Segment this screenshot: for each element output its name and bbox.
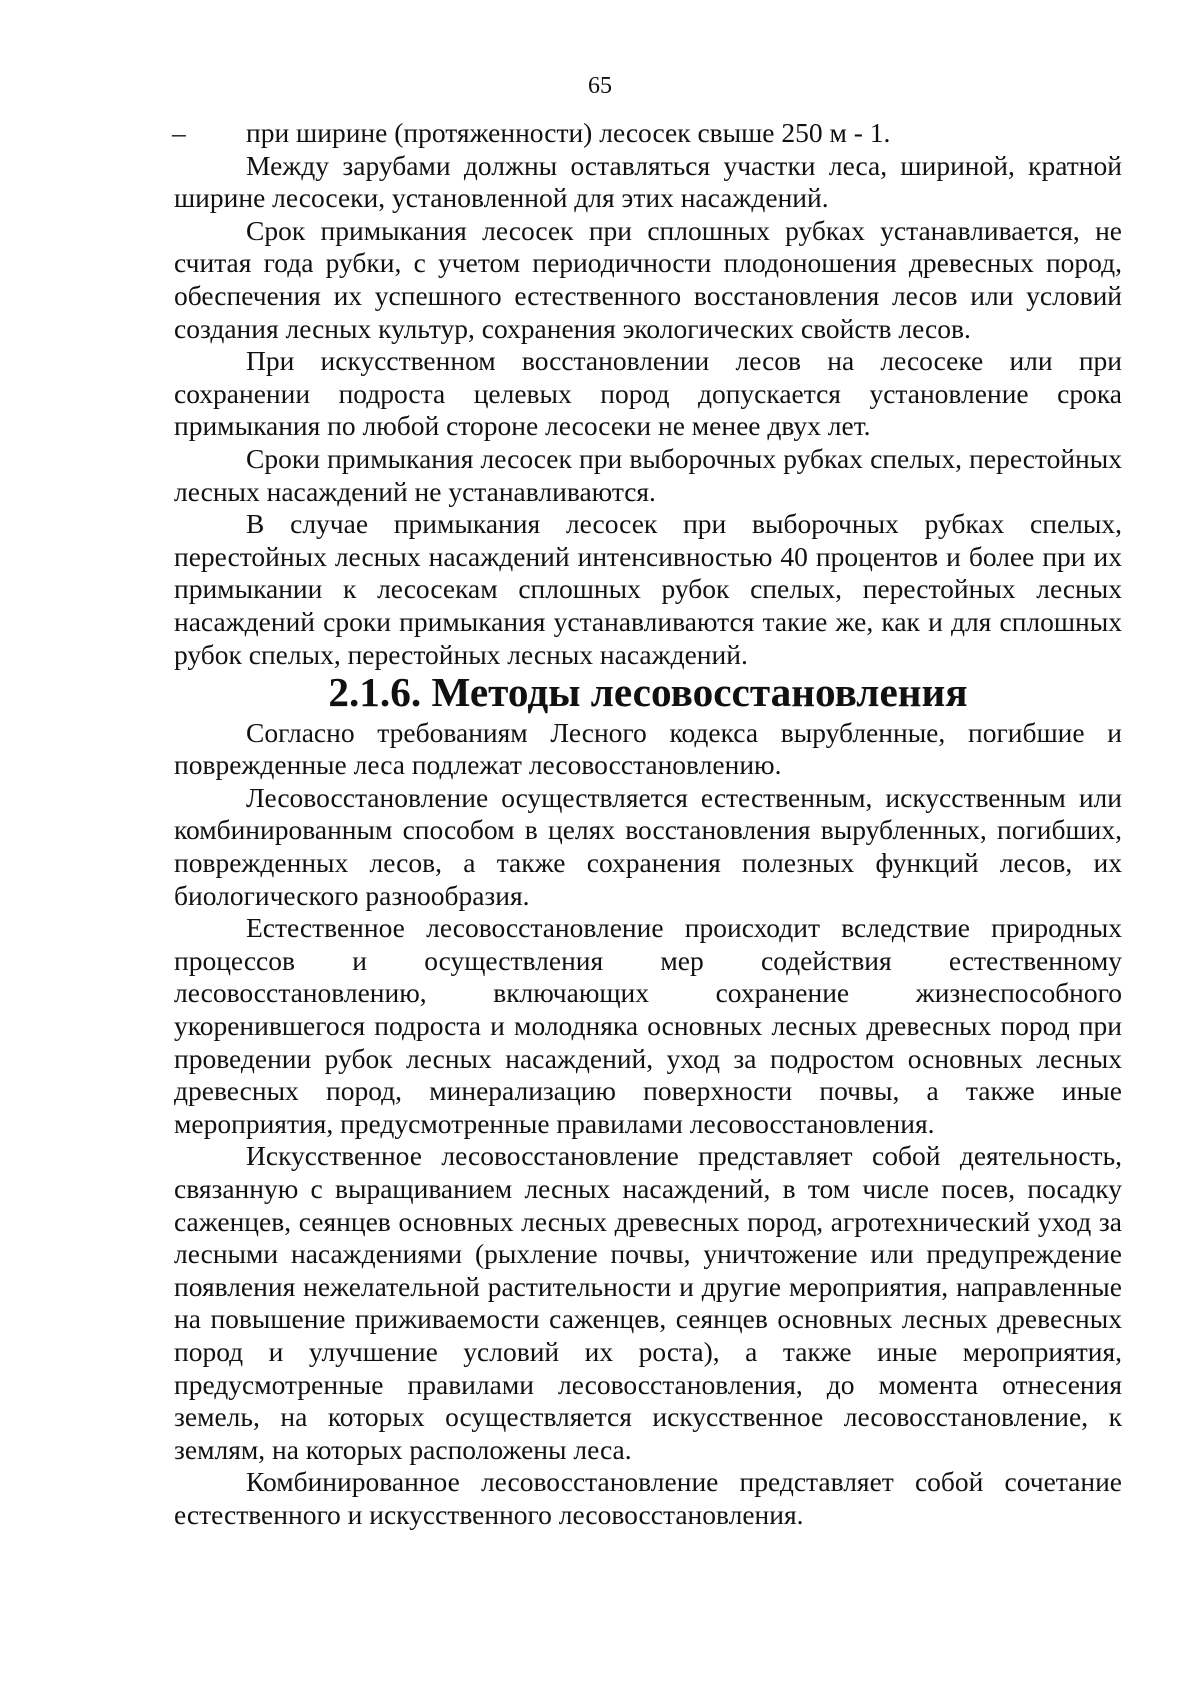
paragraph-natural-restoration: Естественное лесовосстановление происходит вследствие природных процессов и осуществления мер содействия естественному лесовосстановлению, включающих сохранение жизнеспособного укоренившегося подроста и молодняка основных лесных древесных пород при проведении рубок лесных насаждений, уход за подростом основных лесных древесных пород, минерализацию поверхности почвы, а также иные мероприятия, предусмотренные правилами лесовосстановления.	[174, 912, 1122, 1139]
paragraph-artificial-restoration-term: При искусственном восстановлении лесов на лесосеке или при сохранении подроста целевых пород допускается установление срока примыкания по любой стороне лесосеки не менее двух лет.	[174, 345, 1122, 442]
paragraph-selective-logging-terms: Сроки примыкания лесосек при выборочных рубках спелых, перестойных лесных насаждений не устанавливаются.	[174, 442, 1122, 507]
paragraph-artificial-restoration: Искусственное лесовосстановление представляет собой деятельность, связанную с выращиванием лесных насаждений, в том числе посев, посадку саженцев, сеянцев основных лесных древесных пород, агротехнический уход за лесными насаждениями (рыхление почвы, уничтожение или предупреждение появления нежелательной растительности и другие мероприятия, направленные на повышение приживаемости саженцев, сеянцев основных лесных древесных пород и улучшение условий их роста), а также иные мероприятия, предусмотренные правилами лесовосстановления, до момента отнесения земель, на которых осуществляется искусственное лесовосстановление, к землям, на которых расположены леса.	[174, 1140, 1122, 1465]
list-item	[174, 117, 1122, 150]
paragraph-combined-restoration: Комбинированное лесовосстановление представляет собой сочетание естественного и искусственного лесовосстановления.	[174, 1466, 1122, 1530]
paragraph-restoration-methods: Лесовосстановление осуществляется естественным, искусственным или комбинированным способом в целях восстановления вырубленных, погибших, поврежденных лесов, а также сохранения полезных функций лесов, их биологического разнообразия.	[174, 781, 1122, 911]
list-item-text: при ширине (протяженности) лесосек свыше 250 м - 1.	[246, 117, 891, 148]
paragraph-adjacency-term: Срок примыкания лесосек при сплошных рубках устанавливается, не считая года рубки, с учетом периодичности плодоношения древесных пород, обеспечения их успешного естественного восстановления лесов или условий создания лесных культур, сохранения экологических свойств лесов.	[174, 214, 1122, 344]
page-number: 65	[588, 73, 612, 99]
paragraph-selective-logging-intensity: В случае примыкания лесосек при выборочных рубках спелых, перестойных лесных насаждений интенсивностью 40 процентов и более при их примыкании к лесосекам сплошных рубок спелых, перестойных лесных насаждений сроки примыкания устанавливаются такие же, как и для сплошных рубок спелых, перестойных лесных насаждений.	[174, 508, 1122, 670]
list-dash: –	[172, 117, 186, 148]
paragraph-forest-code: Согласно требованиям Лесного кодекса вырубленные, погибшие и поврежденные леса подлежат лесовосстановлению.	[174, 716, 1122, 781]
document-body	[174, 117, 1122, 1532]
paragraph-logging-strips: Между зарубами должны оставляться участки леса, шириной, кратной ширине лесосеки, установленной для этих насаждений.	[174, 149, 1122, 214]
section-heading: 2.1.6. Методы лесовосстановления	[328, 669, 968, 716]
